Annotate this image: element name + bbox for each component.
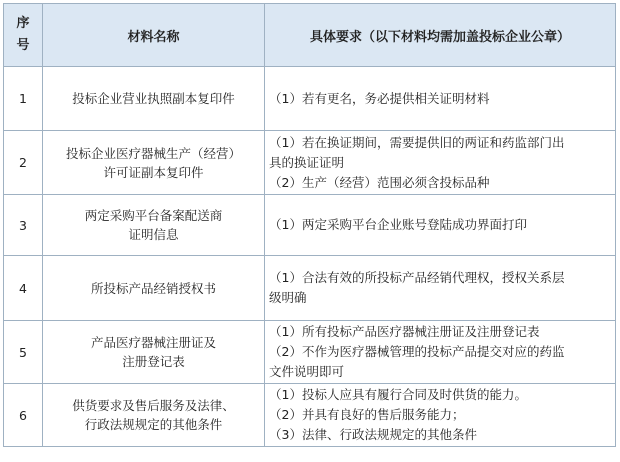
requirement (265, 256, 616, 321)
table-row (4, 195, 616, 256)
requirement-line: （1）若有更名，务必提供相关证明材料 (269, 90, 490, 106)
table-row (4, 131, 616, 195)
material-name (43, 384, 265, 447)
row-number: 3 (4, 195, 43, 256)
material-name (43, 321, 265, 384)
requirement-line: （3）法律、行政法规规定的其他条件 (269, 427, 477, 442)
requirement (265, 195, 616, 256)
header-row (4, 4, 616, 67)
requirement-line: （2）生产（经营）范围必须含投标品种 (269, 174, 490, 190)
material-name-line: 证明信息 (128, 227, 179, 242)
material-name (43, 195, 265, 256)
material-name-line: 投标企业营业执照副本复印件 (72, 91, 235, 106)
table-row (4, 256, 616, 321)
requirement-line: （1）两定采购平台企业账号登陆成功界面打印 (269, 217, 527, 232)
material-name-line: 供货要求及售后服务及法律、 (72, 398, 235, 413)
material-name (43, 256, 265, 321)
row-number: 4 (4, 256, 43, 321)
row-number: 2 (4, 131, 43, 195)
requirement-line: （1）合法有效的所投标产品经销代理权，授权关系层 (269, 270, 565, 285)
table-row (4, 321, 616, 384)
row-number: 1 (4, 67, 43, 131)
requirement-line: 级明确 (269, 290, 307, 305)
material-name-line: 许可证副本复印件 (103, 164, 204, 180)
header-material-name: 材料名称 (43, 4, 265, 67)
material-name-line: 投标企业医疗器械生产（经营） (65, 145, 241, 161)
requirement (265, 384, 616, 447)
material-name (43, 131, 265, 195)
requirement-line: （1）投标人应具有履行合同及时供货的能力。 (269, 387, 527, 402)
table-row (4, 67, 616, 131)
requirement-line: （1）所有投标产品医疗器械注册证及注册登记表 (269, 324, 540, 339)
header-number-line: 号 (16, 38, 30, 53)
material-name-line: 两定采购平台备案配送商 (84, 208, 223, 223)
requirement-line: 文件说明即可 (269, 364, 345, 379)
requirement (265, 67, 616, 131)
header-number-line: 序 (16, 16, 30, 31)
requirements-table (3, 3, 616, 447)
requirement-line: （1）若在换证期间，需要提供旧的两证和药监部门出 (269, 134, 565, 150)
material-name-line: 行政法规规定的其他条件 (84, 417, 223, 432)
requirement (265, 131, 616, 195)
requirement (265, 321, 616, 384)
header-number (4, 4, 43, 67)
requirement-line: （2）不作为医疗器械管理的投标产品提交对应的药监 (269, 344, 565, 359)
material-name-line: 所投标产品经销授权书 (90, 280, 216, 296)
material-name-line: 产品医疗器械注册证及 (90, 335, 216, 350)
requirement-line: 具的换证证明 (269, 154, 345, 170)
requirement-line: （2）并具有良好的售后服务能力； (269, 407, 465, 422)
header-requirements: 具体要求（以下材料均需加盖投标企业公章） (265, 4, 616, 67)
table-row (4, 384, 616, 447)
material-name (43, 67, 265, 131)
row-number: 5 (4, 321, 43, 384)
material-name-line: 注册登记表 (122, 354, 185, 369)
row-number: 6 (4, 384, 43, 447)
